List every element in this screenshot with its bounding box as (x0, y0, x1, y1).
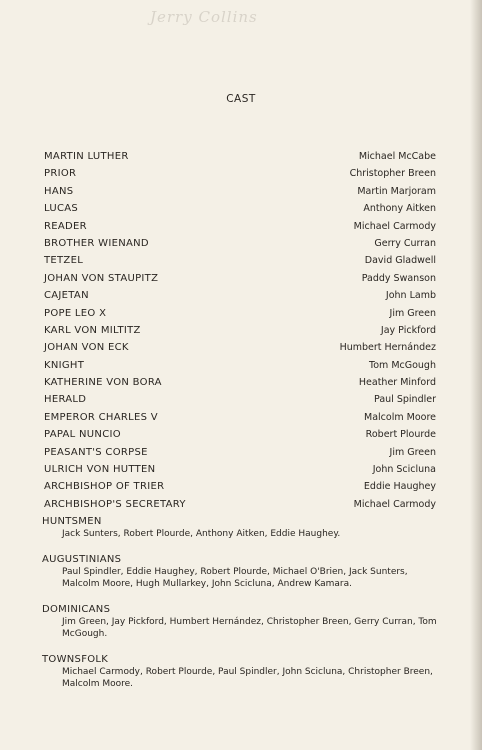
cast-role: KNIGHT (44, 359, 85, 371)
cast-role: EMPEROR CHARLES V (44, 411, 158, 423)
cast-row (44, 391, 436, 408)
cast-row (44, 426, 436, 443)
cast-actor: Robert Plourde (365, 429, 436, 441)
cast-row (44, 374, 436, 391)
cast-role: KATHERINE VON BORA (44, 377, 162, 389)
group-name: AUGUSTINIANS (42, 553, 122, 565)
cast-role: READER (44, 220, 87, 232)
cast-role: TETZEL (44, 255, 84, 267)
bleed-through-text: Jerry Collins (150, 8, 258, 26)
page-title: CAST (226, 93, 256, 105)
cast-actor: Humbert Hernández (339, 342, 436, 354)
cast-row (44, 235, 436, 252)
cast-role: CAJETAN (44, 290, 89, 302)
cast-actor: Michael Carmody (353, 498, 436, 510)
cast-row (44, 183, 436, 200)
group-members: Jim Green, Jay Pickford, Humbert Hernández, Christopher Breen, Gerry Curran, Tom McGough. (62, 616, 437, 639)
cast-actor: Christopher Breen (349, 168, 436, 180)
cast-actor: Martin Marjoram (357, 185, 436, 197)
group-name: DOMINICANS (42, 603, 111, 615)
cast-actor: Paddy Swanson (361, 272, 436, 284)
cast-role: KARL VON MILTITZ (44, 324, 141, 336)
cast-row (44, 200, 436, 217)
cast-actor: Heather Minford (358, 377, 436, 389)
cast-actor: Tom McGough (369, 359, 436, 371)
cast-row (44, 270, 436, 287)
ensemble-group (42, 653, 442, 691)
cast-actor: Gerry Curran (374, 237, 436, 249)
cast-row (44, 252, 436, 269)
cast-actor: John Lamb (385, 290, 436, 302)
cast-actor: David Gladwell (364, 255, 436, 267)
cast-role: PEASANT'S CORPSE (44, 446, 148, 458)
cast-role: POPE LEO X (44, 307, 107, 319)
cast-row (44, 409, 436, 426)
ensemble-group (42, 515, 442, 541)
cast-row (44, 496, 436, 513)
group-name: TOWNSFOLK (42, 653, 109, 665)
cast-role: PRIOR (44, 168, 77, 180)
cast-row (44, 339, 436, 356)
cast-actor: Malcolm Moore (364, 411, 436, 423)
cast-role: ARCHBISHOP OF TRIER (44, 481, 165, 493)
cast-row (44, 305, 436, 322)
cast-row (44, 148, 436, 165)
ensemble-group (42, 553, 442, 591)
group-members: Jack Sunters, Robert Plourde, Anthony Aitken, Eddie Haughey. (62, 529, 341, 539)
ensemble-group (42, 603, 442, 641)
cast-actor: Jim Green (389, 446, 436, 458)
cast-role: ULRICH VON HUTTEN (44, 464, 156, 476)
cast-row (44, 165, 436, 182)
cast-role: LUCAS (44, 203, 79, 215)
cast-actor: Michael Carmody (353, 220, 436, 232)
cast-row (44, 287, 436, 304)
cast-role: PAPAL NUNCIO (44, 429, 121, 441)
cast-actor: Eddie Haughey (363, 481, 436, 493)
cast-actor: Jay Pickford (380, 324, 436, 336)
group-members: Michael Carmody, Robert Plourde, Paul Spindler, John Scicluna, Christopher Breen, Malcolm Moore. (62, 666, 433, 689)
cast-row (44, 322, 436, 339)
cast-role: MARTIN LUTHER (44, 151, 129, 162)
cast-row (44, 478, 436, 495)
page-edge-shadow (470, 0, 482, 750)
cast-role: HERALD (44, 394, 87, 406)
cast-row (44, 444, 436, 461)
cast-actor: Michael McCabe (358, 151, 436, 162)
cast-row (44, 357, 436, 374)
cast-list (44, 148, 436, 513)
cast-actor: Anthony Aitken (363, 203, 436, 215)
cast-actor: Paul Spindler (374, 394, 436, 406)
cast-actor: Jim Green (389, 307, 436, 319)
ensemble-groups (42, 515, 442, 703)
cast-role: HANS (44, 185, 74, 197)
cast-actor: John Scicluna (372, 464, 436, 476)
group-members: Paul Spindler, Eddie Haughey, Robert Plourde, Michael O'Brien, Jack Sunters, Malcolm Moore, Hugh Mullarkey, John Scicluna, Andrew Kamara. (62, 566, 408, 589)
cast-row (44, 218, 436, 235)
cast-role: ARCHBISHOP'S SECRETARY (44, 498, 186, 510)
cast-role: BROTHER WIENAND (44, 237, 149, 249)
cast-role: JOHAN VON STAUPITZ (44, 272, 159, 284)
group-name: HUNTSMEN (42, 516, 102, 527)
cast-row (44, 461, 436, 478)
cast-role: JOHAN VON ECK (44, 342, 129, 354)
